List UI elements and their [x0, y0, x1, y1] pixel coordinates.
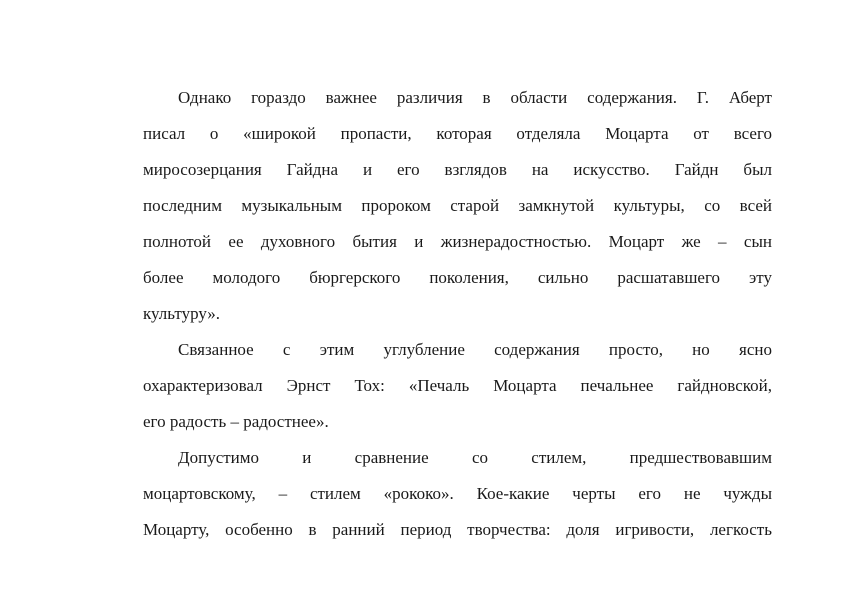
- text-line: Связанное с этим углубление содержания просто, но ясно: [178, 340, 772, 359]
- text-line: последним музыкальным пророком старой замкнутой культуры, со всей: [143, 196, 772, 215]
- text-line: писал о «широкой пропасти, которая отделяла Моцарта от всего: [143, 124, 772, 143]
- text-line: более молодого бюргерского поколения, сильно расшатавшего эту: [143, 268, 772, 287]
- text-line: Моцарту, особенно в ранний период творчества: доля игривости, легкость: [143, 520, 772, 539]
- text-line: миросозерцания Гайдна и его взглядов на искусство. Гайдн был: [143, 160, 772, 179]
- text-line: полнотой ее духовного бытия и жизнерадостностью. Моцарт же – сын: [143, 232, 772, 251]
- text-line: его радость – радостнее».: [143, 412, 329, 431]
- text-line: охарактеризовал Эрнст Тох: «Печаль Моцарта печальнее гайдновской,: [143, 376, 772, 395]
- paragraph-3: [143, 440, 772, 548]
- text-line: Допустимо и сравнение со стилем, предшествовавшим: [178, 448, 772, 467]
- body-text: [143, 80, 772, 548]
- paragraph-1: [143, 80, 772, 332]
- text-line: культуру».: [143, 304, 221, 323]
- text-line: моцартовскому, – стилем «рококо». Кое-какие черты его не чужды: [143, 484, 772, 503]
- text-line: Однако гораздо важнее различия в области содержания. Г. Аберт: [178, 88, 772, 107]
- paragraph-2: [143, 332, 772, 440]
